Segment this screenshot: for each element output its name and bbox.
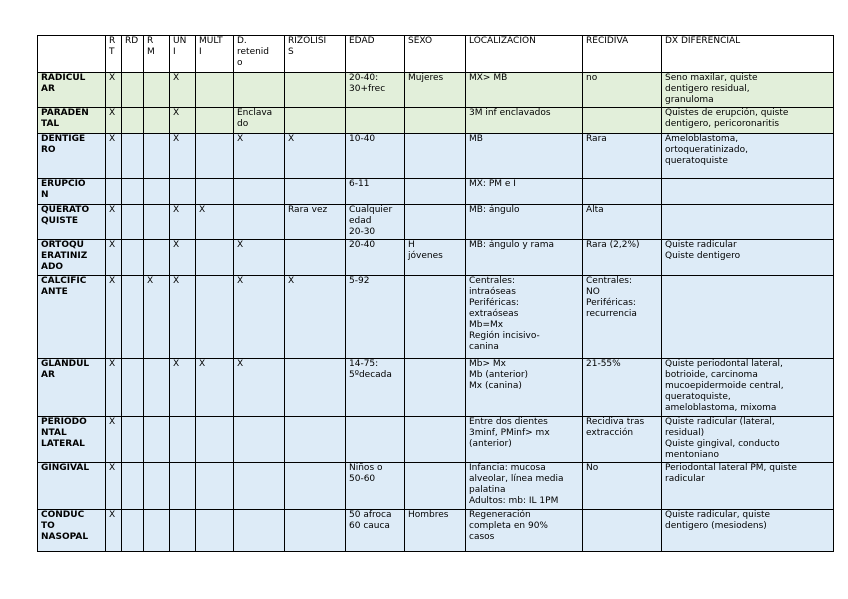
header-cell-uni: UN I <box>170 36 196 73</box>
cell-cyst-name: QUERATO QUISTE <box>38 205 106 240</box>
cell-recidiva: Rara <box>583 134 662 179</box>
cell-multi <box>196 417 234 463</box>
cell-rt: X <box>106 134 122 179</box>
cell-rizolisis <box>285 108 346 134</box>
cell-rm <box>144 73 170 108</box>
cell-dx-diferencial <box>662 276 834 359</box>
cell-retenido <box>234 205 285 240</box>
cell-recidiva <box>583 510 662 552</box>
cell-rd <box>122 134 144 179</box>
cell-dx-diferencial: Quiste periodontal lateral, botrioide, carcinoma mucoepidermoide central, queratoquiste, ameloblastoma, mixoma <box>662 359 834 417</box>
cell-rt: X <box>106 276 122 359</box>
cell-edad: 5-92 <box>346 276 405 359</box>
cell-rt <box>106 179 122 205</box>
cell-sexo <box>405 205 466 240</box>
cell-uni: X <box>170 134 196 179</box>
cell-dx-diferencial: Quiste radicular (lateral, residual) Quiste gingival, conducto mentoniano <box>662 417 834 463</box>
cell-sexo <box>405 463 466 510</box>
cell-rm <box>144 510 170 552</box>
cell-retenido: X <box>234 134 285 179</box>
cell-rm <box>144 463 170 510</box>
table-row <box>38 463 834 510</box>
cell-dx-diferencial <box>662 179 834 205</box>
cell-localizacion: Infancia: mucosa alveolar, línea media palatina Adultos: mb: IL 1PM <box>466 463 583 510</box>
cell-sexo <box>405 179 466 205</box>
cell-rt: X <box>106 510 122 552</box>
cell-rd <box>122 510 144 552</box>
cell-rm <box>144 417 170 463</box>
cell-rizolisis <box>285 240 346 276</box>
cell-rt: X <box>106 417 122 463</box>
cell-dx-diferencial: Seno maxilar, quiste dentigero residual, granuloma <box>662 73 834 108</box>
header-cell-rizolisis: RIZOLISI S <box>285 36 346 73</box>
cell-sexo: Hombres <box>405 510 466 552</box>
cell-multi <box>196 73 234 108</box>
cell-uni: X <box>170 108 196 134</box>
table-row <box>38 205 834 240</box>
header-cell-rm: R M <box>144 36 170 73</box>
cell-uni <box>170 510 196 552</box>
cell-retenido <box>234 73 285 108</box>
cell-edad: 14-75: 5ºdecada <box>346 359 405 417</box>
cell-sexo <box>405 108 466 134</box>
header-cell-edad: EDAD <box>346 36 405 73</box>
cell-localizacion: Centrales: intraóseas Periféricas: extraóseas Mb=Mx Región incisivo- canina <box>466 276 583 359</box>
table-row <box>38 510 834 552</box>
cell-multi: X <box>196 359 234 417</box>
cell-rm <box>144 179 170 205</box>
header-cell-sexo: SEXO <box>405 36 466 73</box>
table-row <box>38 134 834 179</box>
table-row <box>38 240 834 276</box>
header-cell-recidiva: RECIDIVA <box>583 36 662 73</box>
cell-rd <box>122 276 144 359</box>
cell-uni <box>170 463 196 510</box>
cell-cyst-name: PERIODO NTAL LATERAL <box>38 417 106 463</box>
cell-rd <box>122 359 144 417</box>
header-cell-rd: RD <box>122 36 144 73</box>
header-cell-dx-diferencial: DX DIFERENCIAL <box>662 36 834 73</box>
table-row <box>38 276 834 359</box>
cell-retenido: X <box>234 276 285 359</box>
header-cell-localizacion: LOCALIZACION <box>466 36 583 73</box>
cell-rd <box>122 179 144 205</box>
cell-localizacion: 3M inf enclavados <box>466 108 583 134</box>
cell-cyst-name: CONDUC TO NASOPAL <box>38 510 106 552</box>
cell-recidiva <box>583 108 662 134</box>
cell-multi <box>196 276 234 359</box>
cell-localizacion: Mb> Mx Mb (anterior) Mx (canina) <box>466 359 583 417</box>
cell-rizolisis <box>285 463 346 510</box>
table-row <box>38 417 834 463</box>
cell-multi: X <box>196 205 234 240</box>
cell-rizolisis: X <box>285 276 346 359</box>
cell-rm <box>144 359 170 417</box>
cell-recidiva: Rara (2,2%) <box>583 240 662 276</box>
table-row <box>38 179 834 205</box>
cell-recidiva: Recidiva tras extracción <box>583 417 662 463</box>
cell-edad: 10-40 <box>346 134 405 179</box>
cell-dx-diferencial: Quiste radicular Quiste dentigero <box>662 240 834 276</box>
cell-uni: X <box>170 205 196 240</box>
cell-retenido: X <box>234 359 285 417</box>
cell-rizolisis <box>285 73 346 108</box>
cell-localizacion: Regeneración completa en 90% casos <box>466 510 583 552</box>
cell-cyst-name: GLANDUL AR <box>38 359 106 417</box>
cell-rm: X <box>144 276 170 359</box>
cell-sexo: H jóvenes <box>405 240 466 276</box>
cell-uni: X <box>170 73 196 108</box>
cell-cyst-name: DENTIGE RO <box>38 134 106 179</box>
cell-rd <box>122 108 144 134</box>
cell-sexo <box>405 359 466 417</box>
cell-sexo <box>405 276 466 359</box>
cell-multi <box>196 108 234 134</box>
table-row <box>38 73 834 108</box>
header-cell-corner <box>38 36 106 73</box>
cell-localizacion: MB: ángulo y rama <box>466 240 583 276</box>
cell-rd <box>122 205 144 240</box>
cell-rizolisis <box>285 179 346 205</box>
header-cell-multi: MULT I <box>196 36 234 73</box>
cell-dx-diferencial <box>662 205 834 240</box>
cell-rizolisis: X <box>285 134 346 179</box>
cell-edad: Niños o 50-60 <box>346 463 405 510</box>
cell-rt: X <box>106 463 122 510</box>
cell-retenido: Enclava do <box>234 108 285 134</box>
cell-retenido: X <box>234 240 285 276</box>
cell-rizolisis: Rara vez <box>285 205 346 240</box>
cell-rm <box>144 108 170 134</box>
cell-uni: X <box>170 359 196 417</box>
cell-uni: X <box>170 240 196 276</box>
cell-sexo <box>405 417 466 463</box>
cell-rizolisis <box>285 359 346 417</box>
cell-cyst-name: GINGIVAL <box>38 463 106 510</box>
cell-rt: X <box>106 240 122 276</box>
cell-cyst-name: PARADEN TAL <box>38 108 106 134</box>
cell-retenido <box>234 417 285 463</box>
cell-multi <box>196 179 234 205</box>
cell-multi <box>196 510 234 552</box>
cell-edad <box>346 108 405 134</box>
cell-retenido <box>234 179 285 205</box>
cell-localizacion: Entre dos dientes 3minf, PMinf> mx (anterior) <box>466 417 583 463</box>
cell-dx-diferencial: Ameloblastoma, ortoqueratinizado, queratoquiste <box>662 134 834 179</box>
cell-dx-diferencial: Quistes de erupción, quiste dentigero, pericoronaritis <box>662 108 834 134</box>
cell-rd <box>122 73 144 108</box>
cell-localizacion: MX: PM e I <box>466 179 583 205</box>
cell-rt: X <box>106 73 122 108</box>
cell-retenido <box>234 463 285 510</box>
cell-rt: X <box>106 108 122 134</box>
cell-uni <box>170 179 196 205</box>
cell-cyst-name: CALCIFIC ANTE <box>38 276 106 359</box>
header-cell-retenido: D. retenid o <box>234 36 285 73</box>
cell-localizacion: MX> MB <box>466 73 583 108</box>
cell-rm <box>144 134 170 179</box>
cell-rd <box>122 240 144 276</box>
cell-recidiva: No <box>583 463 662 510</box>
cell-recidiva: Alta <box>583 205 662 240</box>
cell-sexo: Mujeres <box>405 73 466 108</box>
cell-rizolisis <box>285 510 346 552</box>
cell-dx-diferencial: Periodontal lateral PM, quiste radicular <box>662 463 834 510</box>
cell-edad: 20-40 <box>346 240 405 276</box>
cell-edad: 50 afroca 60 cauca <box>346 510 405 552</box>
header-cell-rt: R T <box>106 36 122 73</box>
cell-cyst-name: ERUPCIÓ N <box>38 179 106 205</box>
cyst-comparison-table <box>37 35 834 552</box>
cell-recidiva: Centrales: NO Periféricas: recurrencia <box>583 276 662 359</box>
cell-uni <box>170 417 196 463</box>
cell-edad <box>346 417 405 463</box>
cell-localizacion: MB: ángulo <box>466 205 583 240</box>
cell-recidiva: 21-55% <box>583 359 662 417</box>
cell-edad: Cualquier edad 20-30 <box>346 205 405 240</box>
cell-rt: X <box>106 359 122 417</box>
cell-sexo <box>405 134 466 179</box>
cell-multi <box>196 134 234 179</box>
cell-rm <box>144 240 170 276</box>
cell-retenido <box>234 510 285 552</box>
cell-localizacion: MB <box>466 134 583 179</box>
cell-recidiva: no <box>583 73 662 108</box>
cell-recidiva <box>583 179 662 205</box>
cell-rd <box>122 463 144 510</box>
cell-rd <box>122 417 144 463</box>
header-row <box>38 36 834 73</box>
cell-edad: 6-11 <box>346 179 405 205</box>
cell-multi <box>196 463 234 510</box>
cell-edad: 20-40: 30+frec <box>346 73 405 108</box>
cell-multi <box>196 240 234 276</box>
cell-uni: X <box>170 276 196 359</box>
cell-cyst-name: ORTOQU ERATINIZ ADO <box>38 240 106 276</box>
cell-cyst-name: RADICUL AR <box>38 73 106 108</box>
table-row <box>38 359 834 417</box>
cell-dx-diferencial: Quiste radicular, quiste dentigero (mesiodens) <box>662 510 834 552</box>
cell-rizolisis <box>285 417 346 463</box>
cell-rm <box>144 205 170 240</box>
table-row <box>38 108 834 134</box>
cell-rt: X <box>106 205 122 240</box>
